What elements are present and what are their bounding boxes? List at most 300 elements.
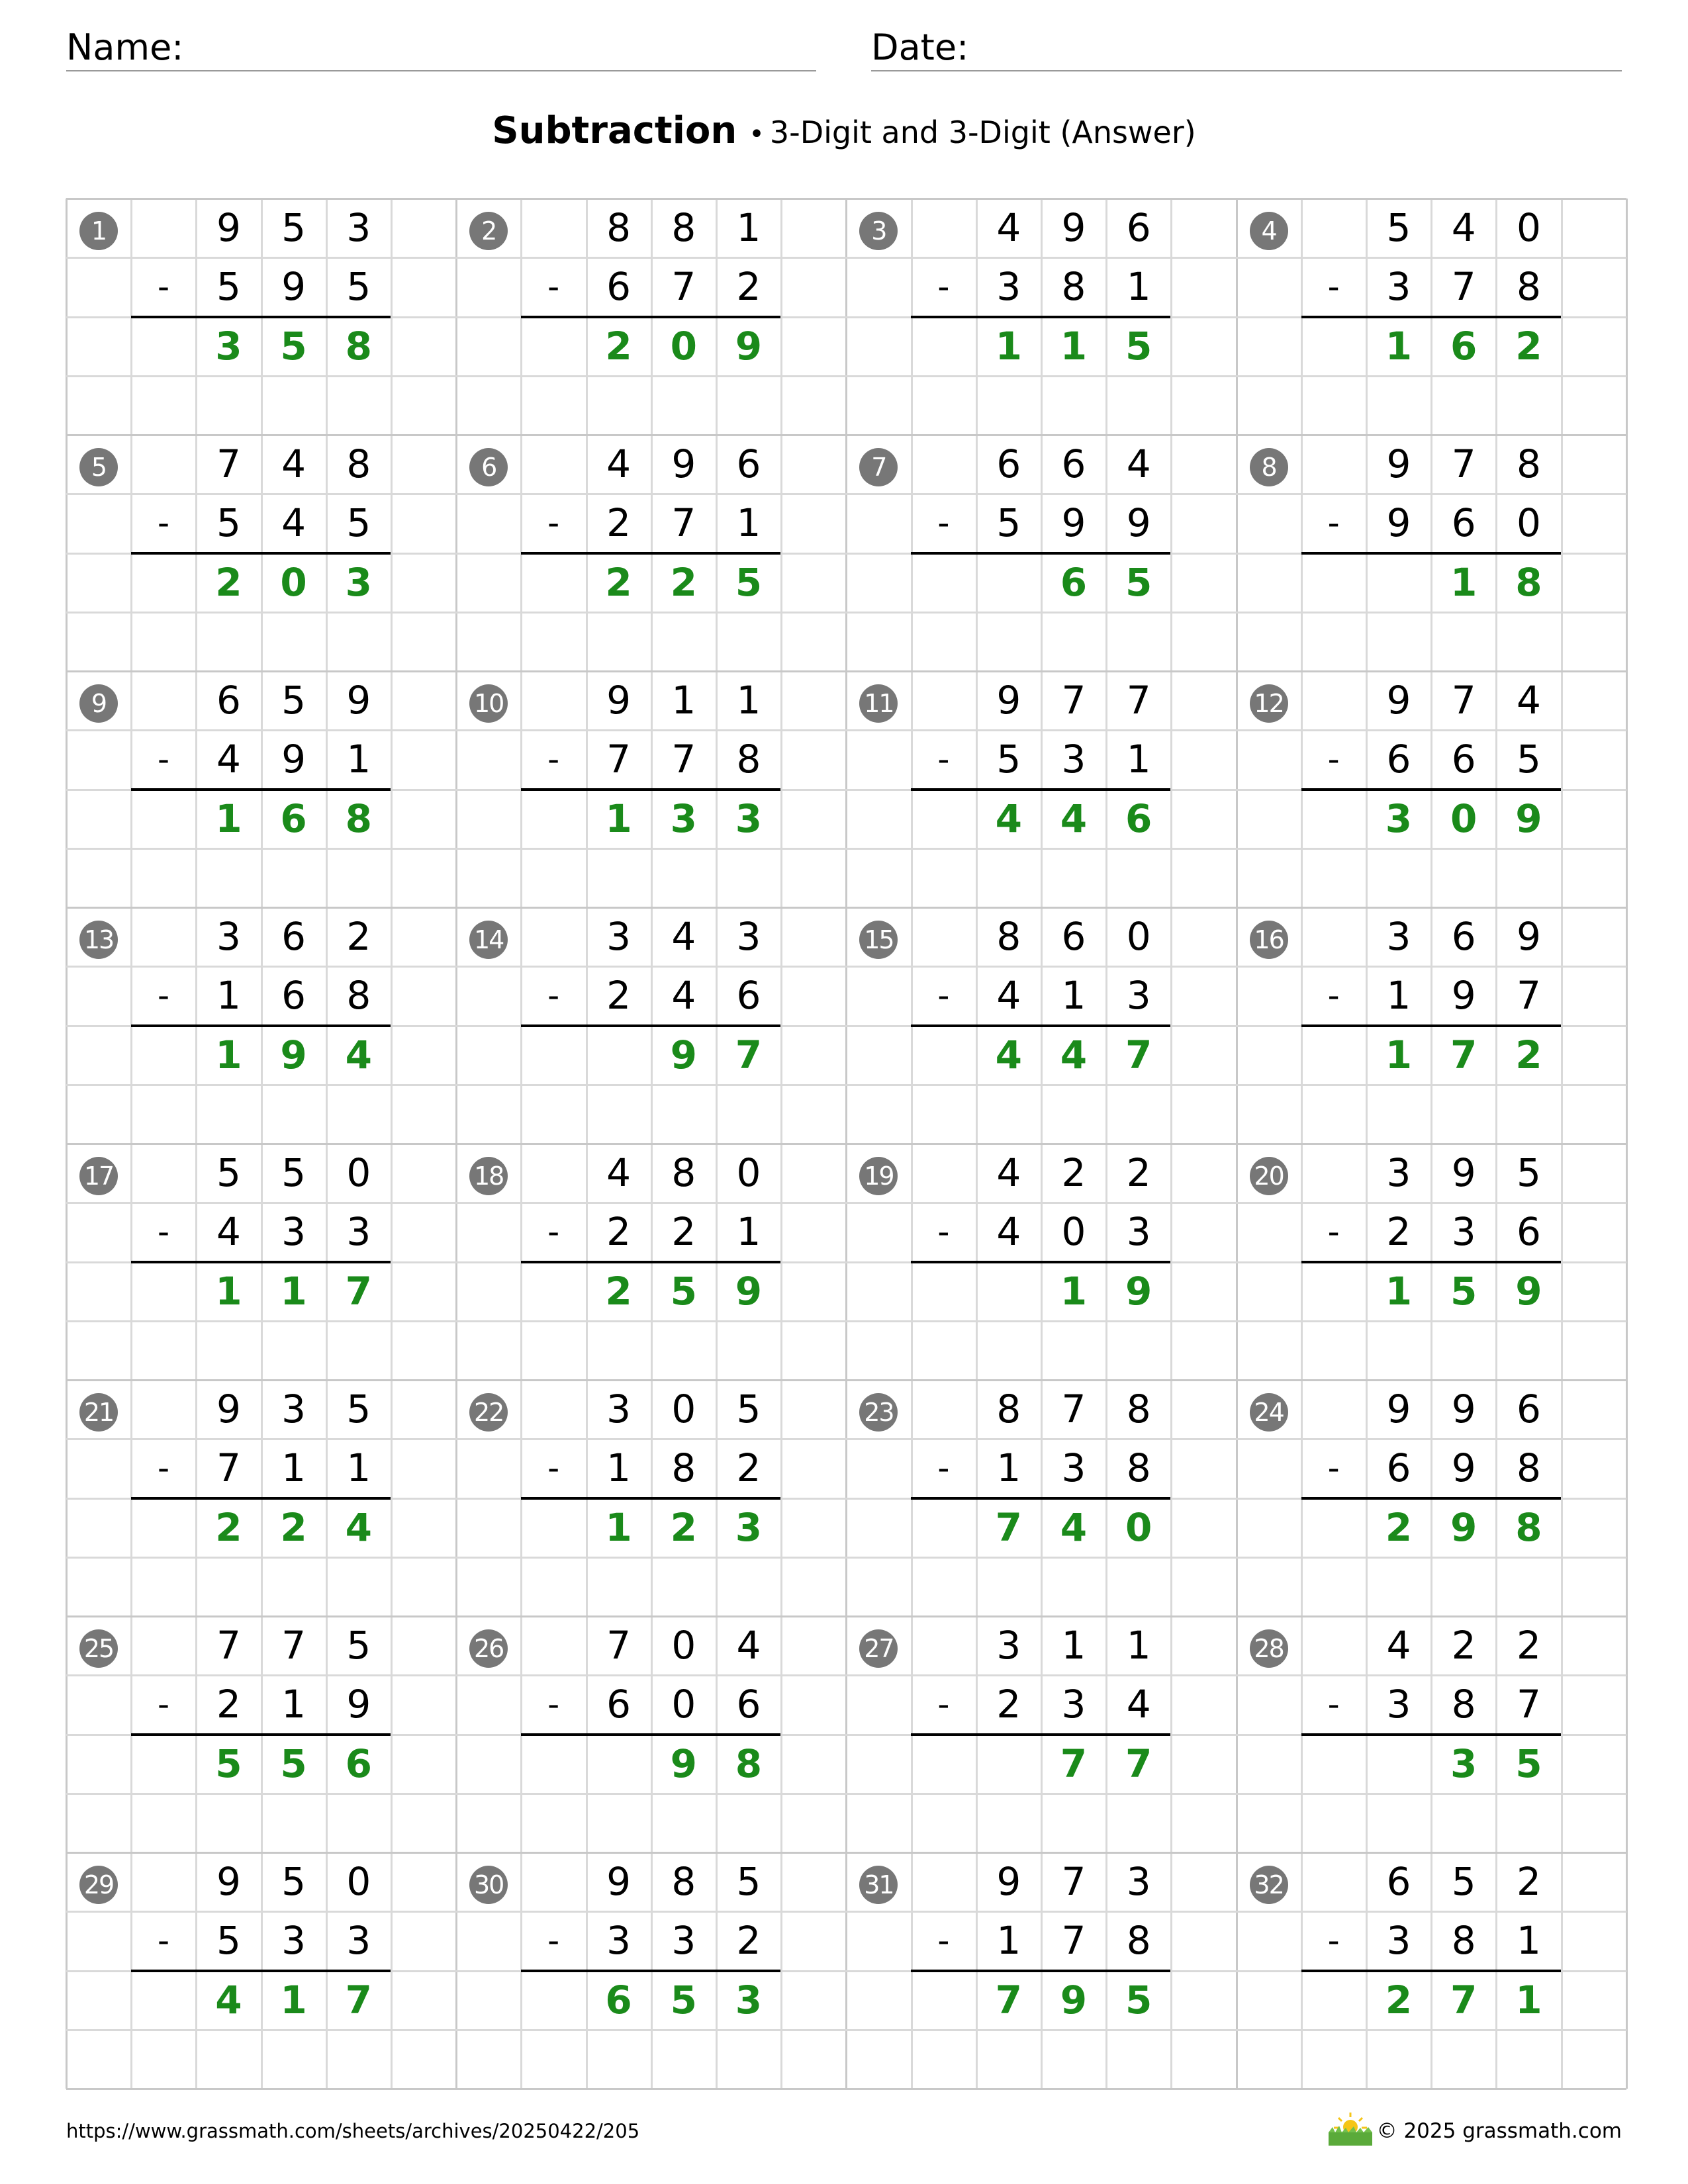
top-digit: 5 — [281, 1150, 306, 1195]
problem-number-badge: 29 — [79, 1866, 118, 1904]
answer-digit: 6 — [1450, 323, 1477, 369]
bottom-digit: 9 — [281, 737, 306, 782]
top-digit: 5 — [281, 1859, 306, 1904]
answer-digit: 1 — [995, 323, 1022, 369]
bottom-digit: 5 — [996, 500, 1021, 546]
bottom-digit: 3 — [1061, 1682, 1086, 1727]
problem-2 — [456, 199, 845, 435]
bottom-digit: 7 — [1516, 1682, 1541, 1727]
footer-copyright: © 2025 grassmath.com — [1376, 2119, 1622, 2143]
answer-digit: 4 — [1060, 1504, 1088, 1550]
top-digit: 9 — [996, 678, 1021, 723]
answer-digit: 2 — [1515, 323, 1542, 369]
bottom-digit: 7 — [671, 500, 696, 546]
bottom-digit: 2 — [1386, 1209, 1411, 1255]
bottom-digit: 3 — [1451, 1209, 1476, 1255]
bottom-digit: 9 — [1386, 500, 1411, 546]
minus-sign: - — [937, 740, 950, 778]
top-digit: 9 — [1386, 441, 1411, 486]
top-digit: 5 — [1451, 1859, 1476, 1904]
answer-digit: 9 — [280, 1032, 307, 1077]
minus-sign: - — [547, 504, 560, 542]
bottom-digit: 1 — [216, 973, 241, 1019]
bottom-digit: 9 — [281, 264, 306, 310]
grass-sun-logo-icon — [1327, 2110, 1374, 2147]
problem-number-badge: 26 — [469, 1629, 508, 1668]
top-digit: 2 — [1061, 1150, 1086, 1195]
answer-digit: 5 — [670, 1977, 697, 2023]
minus-sign: - — [937, 1449, 950, 1487]
answer-digit: 0 — [670, 323, 697, 369]
top-digit: 5 — [281, 205, 306, 250]
bottom-digit: 5 — [216, 264, 241, 310]
bottom-digit: 2 — [606, 500, 632, 546]
bottom-digit: 4 — [216, 1209, 241, 1255]
top-digit: 0 — [346, 1150, 371, 1195]
bottom-digit: 7 — [671, 737, 696, 782]
answer-digit: 1 — [1385, 1268, 1413, 1314]
footer-url: https://www.grassmath.com/sheets/archives/20250422/205 — [66, 2120, 640, 2142]
problem-number-badge: 31 — [859, 1866, 898, 1904]
answer-digit: 2 — [280, 1504, 307, 1550]
top-digit: 3 — [606, 1387, 632, 1432]
problem-21 — [66, 1380, 455, 1616]
answer-digit: 2 — [670, 559, 697, 605]
answer-digit: 3 — [1450, 1741, 1477, 1786]
problem-number-badge: 21 — [79, 1393, 118, 1432]
minus-sign: - — [547, 1212, 560, 1251]
top-digit: 5 — [1386, 205, 1411, 250]
bottom-digit: 3 — [346, 1918, 371, 1964]
bottom-digit: 2 — [736, 264, 761, 310]
answer-digit: 3 — [670, 796, 697, 841]
top-digit: 8 — [1126, 1387, 1151, 1432]
bottom-digit: 2 — [996, 1682, 1021, 1727]
top-digit: 4 — [606, 441, 632, 486]
minus-sign: - — [937, 1685, 950, 1723]
top-digit: 7 — [1126, 678, 1151, 723]
top-digit: 6 — [736, 441, 761, 486]
top-digit: 5 — [736, 1859, 761, 1904]
answer-digit: 5 — [215, 1741, 242, 1786]
top-digit: 5 — [346, 1387, 371, 1432]
bottom-digit: 5 — [996, 737, 1021, 782]
problem-number-badge: 12 — [1250, 684, 1288, 723]
minus-sign: - — [1327, 976, 1340, 1015]
answer-digit: 7 — [1125, 1741, 1152, 1786]
problem-17 — [66, 1144, 455, 1380]
problem-number-badge: 23 — [859, 1393, 898, 1432]
answer-digit: 5 — [1125, 323, 1152, 369]
bottom-digit: 7 — [606, 737, 632, 782]
top-digit: 9 — [1451, 1387, 1476, 1432]
answer-digit: 1 — [1060, 1268, 1088, 1314]
bottom-digit: 7 — [216, 1445, 241, 1491]
bottom-digit: 6 — [736, 1682, 761, 1727]
answer-digit: 3 — [1385, 796, 1413, 841]
bottom-digit: 3 — [281, 1918, 306, 1964]
answer-digit: 8 — [735, 1741, 763, 1786]
top-digit: 4 — [1126, 441, 1151, 486]
top-digit: 3 — [216, 914, 241, 959]
problem-number-badge: 30 — [469, 1866, 508, 1904]
top-digit: 2 — [1126, 1150, 1151, 1195]
answer-digit: 8 — [1515, 1504, 1542, 1550]
minus-sign: - — [547, 740, 560, 778]
bottom-digit: 7 — [671, 264, 696, 310]
minus-sign: - — [157, 1921, 170, 1960]
bottom-digit: 6 — [1386, 1445, 1411, 1491]
problem-1 — [66, 199, 455, 435]
top-digit: 7 — [1451, 441, 1476, 486]
top-digit: 5 — [346, 1623, 371, 1668]
answer-digit: 3 — [345, 559, 372, 605]
minus-sign: - — [157, 1449, 170, 1487]
top-digit: 6 — [1516, 1387, 1541, 1432]
problem-15 — [846, 907, 1235, 1144]
problem-3 — [846, 199, 1235, 435]
bottom-digit: 6 — [606, 1682, 632, 1727]
bottom-digit: 6 — [736, 973, 761, 1019]
top-digit: 6 — [216, 678, 241, 723]
bottom-digit: 3 — [1126, 973, 1151, 1019]
top-digit: 7 — [216, 1623, 241, 1668]
top-digit: 7 — [1451, 678, 1476, 723]
bottom-digit: 2 — [606, 1209, 632, 1255]
problem-32 — [1237, 1852, 1626, 2089]
bottom-digit: 1 — [1126, 737, 1151, 782]
top-digit: 3 — [606, 914, 632, 959]
minus-sign: - — [937, 1212, 950, 1251]
top-digit: 0 — [671, 1623, 696, 1668]
bottom-digit: 8 — [1451, 1918, 1476, 1964]
minus-sign: - — [157, 1212, 170, 1251]
bottom-digit: 3 — [281, 1209, 306, 1255]
answer-digit: 0 — [280, 559, 307, 605]
top-digit: 7 — [1061, 1859, 1086, 1904]
bottom-digit: 4 — [216, 737, 241, 782]
top-digit: 3 — [346, 205, 371, 250]
answer-digit: 7 — [1450, 1977, 1477, 2023]
bottom-digit: 1 — [281, 1682, 306, 1727]
bottom-digit: 8 — [1516, 1445, 1541, 1491]
problem-number-badge: 14 — [469, 921, 508, 959]
bottom-digit: 5 — [216, 500, 241, 546]
bottom-digit: 7 — [1516, 973, 1541, 1019]
top-digit: 9 — [1386, 1387, 1411, 1432]
answer-digit: 9 — [670, 1741, 697, 1786]
problem-20 — [1237, 1144, 1626, 1380]
bottom-digit: 4 — [996, 973, 1021, 1019]
answer-digit: 5 — [670, 1268, 697, 1314]
answer-digit: 2 — [605, 1268, 632, 1314]
bottom-digit: 3 — [606, 1918, 632, 1964]
answer-digit: 0 — [1450, 796, 1477, 841]
answer-digit: 3 — [735, 796, 763, 841]
bottom-digit: 8 — [671, 1445, 696, 1491]
bottom-digit: 1 — [996, 1918, 1021, 1964]
problem-29 — [66, 1852, 455, 2089]
problem-number-badge: 6 — [469, 448, 508, 486]
answer-digit: 5 — [1125, 1977, 1152, 2023]
answer-digit: 4 — [995, 1032, 1022, 1077]
top-digit: 3 — [996, 1623, 1021, 1668]
top-digit: 6 — [1451, 914, 1476, 959]
bottom-digit: 8 — [1126, 1445, 1151, 1491]
top-digit: 0 — [1516, 205, 1541, 250]
bottom-digit: 8 — [1061, 264, 1086, 310]
answer-digit: 4 — [345, 1032, 372, 1077]
problem-number-badge: 15 — [859, 921, 898, 959]
problem-18 — [456, 1144, 845, 1380]
problem-number-badge: 32 — [1250, 1866, 1288, 1904]
bottom-digit: 5 — [216, 1918, 241, 1964]
top-digit: 2 — [1516, 1859, 1541, 1904]
top-digit: 7 — [1061, 678, 1086, 723]
bottom-digit: 2 — [606, 973, 632, 1019]
bottom-digit: 1 — [346, 1445, 371, 1491]
bottom-digit: 3 — [346, 1209, 371, 1255]
problem-6 — [456, 435, 845, 671]
minus-sign: - — [1327, 1449, 1340, 1487]
top-digit: 1 — [736, 205, 761, 250]
top-digit: 5 — [1516, 1150, 1541, 1195]
minus-sign: - — [1327, 1921, 1340, 1960]
problem-number-badge: 9 — [79, 684, 118, 723]
answer-digit: 1 — [1515, 1977, 1542, 2023]
bottom-digit: 4 — [1126, 1682, 1151, 1727]
minus-sign: - — [1327, 1212, 1340, 1251]
problem-number-badge: 18 — [469, 1157, 508, 1195]
bottom-digit: 4 — [671, 973, 696, 1019]
answer-digit: 9 — [735, 1268, 763, 1314]
problem-number-badge: 20 — [1250, 1157, 1288, 1195]
date-label: Date: — [871, 26, 969, 68]
top-digit: 9 — [346, 678, 371, 723]
bottom-digit: 8 — [346, 973, 371, 1019]
answer-digit: 1 — [605, 1504, 632, 1550]
minus-sign: - — [937, 504, 950, 542]
bottom-digit: 2 — [216, 1682, 241, 1727]
minus-sign: - — [157, 504, 170, 542]
answer-digit: 0 — [1125, 1504, 1152, 1550]
top-digit: 9 — [606, 1859, 632, 1904]
answer-digit: 8 — [345, 796, 372, 841]
answer-digit: 6 — [280, 796, 307, 841]
top-digit: 9 — [216, 1387, 241, 1432]
minus-sign: - — [937, 1921, 950, 1960]
answer-digit: 5 — [280, 323, 307, 369]
top-digit: 4 — [1451, 205, 1476, 250]
top-digit: 4 — [996, 1150, 1021, 1195]
title-main: Subtraction — [492, 109, 737, 152]
top-digit: 8 — [671, 1859, 696, 1904]
bottom-digit: 3 — [1061, 1445, 1086, 1491]
bottom-digit: 0 — [1061, 1209, 1086, 1255]
top-digit: 5 — [216, 1150, 241, 1195]
answer-digit: 1 — [215, 1268, 242, 1314]
name-label: Name: — [66, 26, 184, 68]
answer-digit: 4 — [995, 796, 1022, 841]
bottom-digit: 1 — [996, 1445, 1021, 1491]
problem-28 — [1237, 1616, 1626, 1852]
answer-digit: 9 — [670, 1032, 697, 1077]
problem-30 — [456, 1852, 845, 2089]
top-digit: 3 — [736, 914, 761, 959]
problem-31 — [846, 1852, 1235, 2089]
answer-digit: 1 — [1385, 1032, 1413, 1077]
problem-23 — [846, 1380, 1235, 1616]
bottom-digit: 3 — [1386, 1918, 1411, 1964]
answer-digit: 6 — [1125, 796, 1152, 841]
top-digit: 8 — [346, 441, 371, 486]
top-digit: 5 — [736, 1387, 761, 1432]
answer-digit: 1 — [215, 796, 242, 841]
bottom-digit: 2 — [736, 1918, 761, 1964]
top-digit: 4 — [1386, 1623, 1411, 1668]
bottom-digit: 3 — [996, 264, 1021, 310]
problem-number-badge: 17 — [79, 1157, 118, 1195]
bottom-digit: 1 — [606, 1445, 632, 1491]
top-digit: 7 — [1061, 1387, 1086, 1432]
top-digit: 7 — [216, 441, 241, 486]
top-digit: 4 — [996, 205, 1021, 250]
bottom-digit: 1 — [1516, 1918, 1541, 1964]
top-digit: 0 — [346, 1859, 371, 1904]
bottom-digit: 6 — [1451, 737, 1476, 782]
bottom-digit: 1 — [736, 1209, 761, 1255]
problem-number-badge: 19 — [859, 1157, 898, 1195]
bottom-digit: 9 — [1451, 973, 1476, 1019]
bottom-digit: 7 — [1061, 1918, 1086, 1964]
top-digit: 2 — [1516, 1623, 1541, 1668]
problem-number-badge: 28 — [1250, 1629, 1288, 1668]
answer-digit: 7 — [1060, 1741, 1088, 1786]
minus-sign: - — [547, 976, 560, 1015]
bottom-digit: 6 — [281, 973, 306, 1019]
problem-25 — [66, 1616, 455, 1852]
answer-digit: 5 — [1515, 1741, 1542, 1786]
answer-digit: 2 — [1385, 1504, 1413, 1550]
top-digit: 9 — [216, 205, 241, 250]
top-digit: 6 — [1061, 914, 1086, 959]
problem-12 — [1237, 671, 1626, 907]
minus-sign: - — [547, 1449, 560, 1487]
answer-digit: 3 — [215, 323, 242, 369]
top-digit: 9 — [1451, 1150, 1476, 1195]
problem-number-badge: 8 — [1250, 448, 1288, 486]
top-digit: 3 — [281, 1387, 306, 1432]
problem-9 — [66, 671, 455, 907]
problem-26 — [456, 1616, 845, 1852]
top-digit: 1 — [736, 678, 761, 723]
problem-number-badge: 5 — [79, 448, 118, 486]
answer-digit: 9 — [1060, 1977, 1088, 2023]
bottom-digit: 3 — [1386, 1682, 1411, 1727]
top-digit: 0 — [1126, 914, 1151, 959]
answer-digit: 1 — [1060, 323, 1088, 369]
top-digit: 2 — [1451, 1623, 1476, 1668]
problem-number-badge: 13 — [79, 921, 118, 959]
top-digit: 6 — [281, 914, 306, 959]
bottom-digit: 3 — [671, 1918, 696, 1964]
bottom-digit: 1 — [1061, 973, 1086, 1019]
bottom-digit: 5 — [1516, 737, 1541, 782]
bottom-digit: 7 — [1451, 264, 1476, 310]
bottom-digit: 5 — [346, 500, 371, 546]
top-digit: 7 — [281, 1623, 306, 1668]
minus-sign: - — [157, 267, 170, 306]
top-digit: 1 — [1126, 1623, 1151, 1668]
answer-digit: 6 — [1060, 559, 1088, 605]
top-digit: 4 — [281, 441, 306, 486]
bottom-digit: 9 — [346, 1682, 371, 1727]
answer-digit: 5 — [280, 1741, 307, 1786]
bottom-digit: 1 — [736, 500, 761, 546]
title-bullet: • — [749, 119, 765, 150]
problem-24 — [1237, 1380, 1626, 1616]
bottom-digit: 6 — [1451, 500, 1476, 546]
bottom-digit: 6 — [606, 264, 632, 310]
minus-sign: - — [1327, 504, 1340, 542]
bottom-digit: 8 — [736, 737, 761, 782]
answer-digit: 8 — [1515, 559, 1542, 605]
answer-digit: 3 — [735, 1977, 763, 2023]
top-digit: 7 — [606, 1623, 632, 1668]
answer-digit: 1 — [280, 1977, 307, 2023]
problem-number-badge: 3 — [859, 212, 898, 250]
top-digit: 9 — [216, 1859, 241, 1904]
answer-digit: 7 — [995, 1504, 1022, 1550]
bottom-digit: 1 — [1126, 264, 1151, 310]
top-digit: 9 — [996, 1859, 1021, 1904]
bottom-digit: 4 — [996, 1209, 1021, 1255]
bottom-digit: 4 — [281, 500, 306, 546]
answer-digit: 2 — [670, 1504, 697, 1550]
problem-14 — [456, 907, 845, 1144]
answer-digit: 8 — [345, 323, 372, 369]
problem-19 — [846, 1144, 1235, 1380]
answer-digit: 5 — [735, 559, 763, 605]
bottom-digit: 1 — [1386, 973, 1411, 1019]
bottom-digit: 8 — [1516, 264, 1541, 310]
problem-number-badge: 25 — [79, 1629, 118, 1668]
top-digit: 3 — [1126, 1859, 1151, 1904]
top-digit: 6 — [1126, 205, 1151, 250]
top-digit: 4 — [606, 1150, 632, 1195]
problem-5 — [66, 435, 455, 671]
problem-number-badge: 2 — [469, 212, 508, 250]
problem-number-badge: 24 — [1250, 1393, 1288, 1432]
answer-digit: 2 — [215, 1504, 242, 1550]
problem-7 — [846, 435, 1235, 671]
bottom-digit: 1 — [281, 1445, 306, 1491]
answer-digit: 5 — [1125, 559, 1152, 605]
top-digit: 5 — [281, 678, 306, 723]
top-digit: 0 — [671, 1387, 696, 1432]
top-digit: 9 — [1386, 678, 1411, 723]
bottom-digit: 6 — [1386, 737, 1411, 782]
minus-sign: - — [937, 267, 950, 306]
answer-digit: 9 — [735, 323, 763, 369]
answer-digit: 4 — [1060, 1032, 1088, 1077]
problem-10 — [456, 671, 845, 907]
problem-number-badge: 1 — [79, 212, 118, 250]
top-digit: 8 — [606, 205, 632, 250]
top-digit: 9 — [671, 441, 696, 486]
top-digit: 1 — [1061, 1623, 1086, 1668]
answer-digit: 1 — [1450, 559, 1477, 605]
